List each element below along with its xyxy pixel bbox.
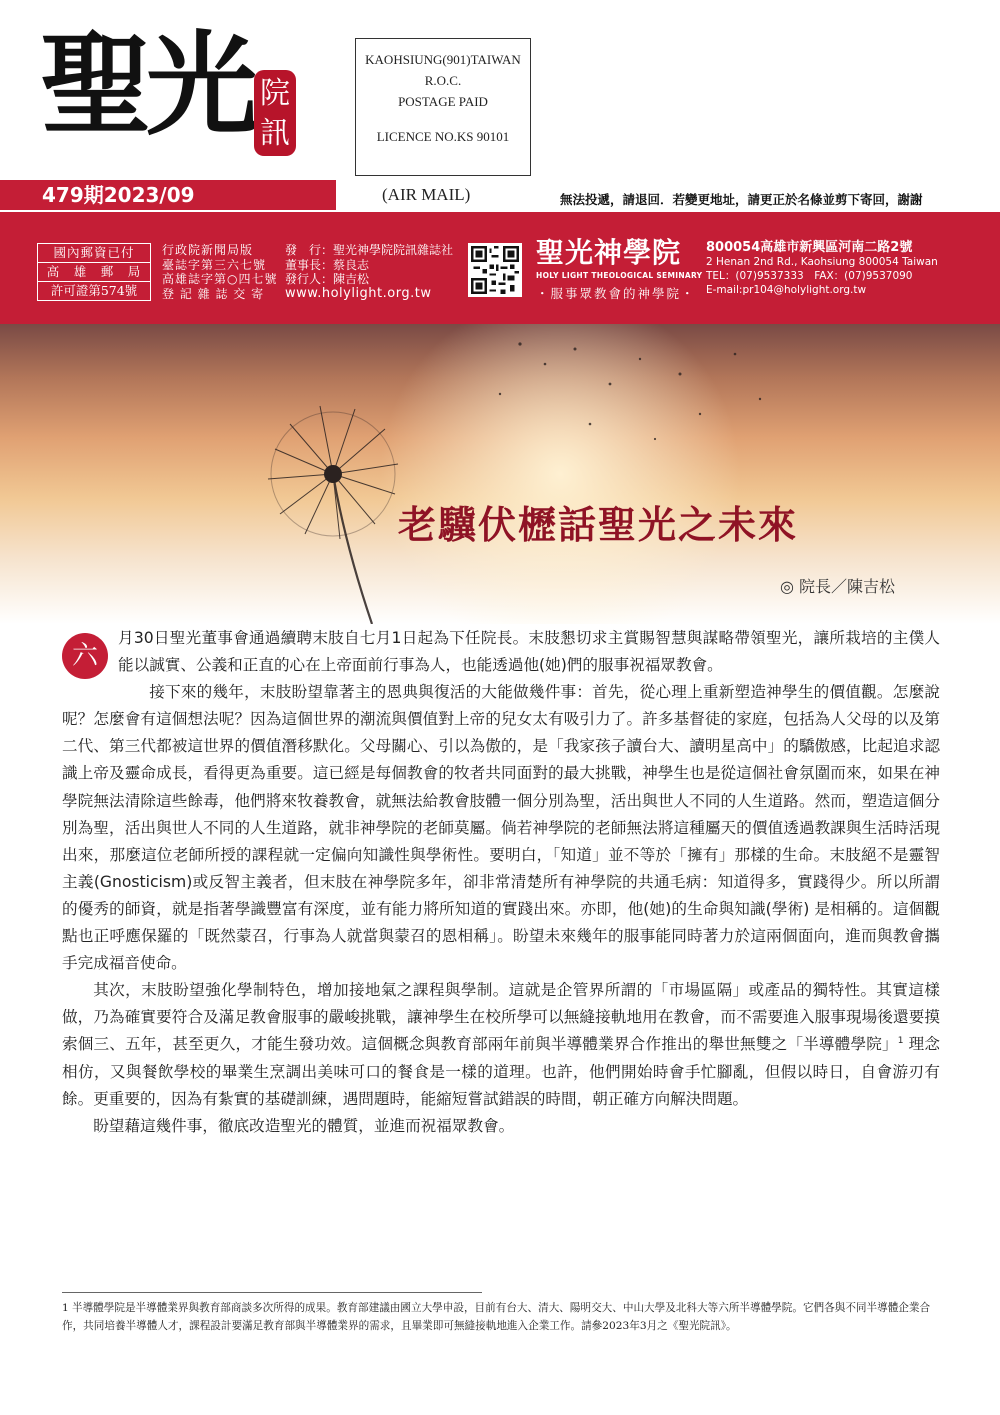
seal-badge [254,70,296,156]
footnote-text: 半導體學院是半導體業界與教育部商談多次所得的成果。教育部建議由國立大學申設，目前有台大、清大、陽明交大、中山大學及北科大等六所半導體學院。它們各與不同半導體企業合作，共同培養半導體人才，課程設計要滿足教育部與半導體業界的需求，且畢業即可無縫接軌地進入企業工作。請參2023年3月之《聖光院訊》。 [62,1302,931,1332]
permit-line-3: 許可證第574號 [50,283,138,298]
drop-cap: 六 [62,633,108,679]
footnote-number: 1 [62,1302,69,1314]
contact-info [706,241,938,297]
air-mail-label: (AIR MAIL) [382,185,471,204]
paragraph-2: 接下來的幾年，末肢盼望靠著主的恩典與復活的大能做幾件事：首先，從心理上重新塑造神學生的價值觀。怎麼說呢？怎麼會有這個想法呢？因為這個世界的潮流與價值對上帝的兒女太有吸引力了。許多基督徒的家庭，包括為人父母的以及第二代、第三代都被這世界的價值潛移默化。父母關心、引以為傲的，是「我家孩子讀台大、讀明星高中」的驕傲感，比起追求認識上帝及靈命成長，看得更為重要。這已經是每個教會的牧者共同面對的最大挑戰，神學生也是從這個社會氛圍而來，如果在神學院無法清除這些餘毒，他們將來牧養教會，就無法給教會肢體一個分別為聖，活出與世人不同的人生道路。然而，塑造這個分別為聖，活出與世人不同的人生道路，就非神學院的老師莫屬。倘若神學院的老師無法將這種屬天的價值透過教課與生活時活現出來，那麼這位老師所授的課程就一定偏向知識性與學術性。要明白，「知道」並不等於「擁有」那樣的生命。末肢絕不是靈智主義(Gnosticism)或反智主義者，但末肢在神學院多年，卻非常清楚所有神學院的共通毛病：知道得多，實踐得少。所以所謂的優秀的師資，就是指著學識豐富有深度，並有能力將所知道的實踐出來。亦即，他(她)的生命與知識(學術) 是相稱的。這個觀點也正呼應保羅的「既然蒙召，行事為人就當與蒙召的恩相稱」。盼望未來幾年的服事能同時著力於這兩個面向，進而與教會攜手完成福音使命。 [62,683,940,973]
footnote [62,1299,940,1335]
seal-char-2: 訊 [260,116,290,151]
issue-number: 479期2023/09 [42,183,195,207]
gov-line-1: 行政院新聞局版 [162,243,254,257]
footnote-divider [62,1292,482,1293]
gov-line-4: 登 記 雜 誌 交 寄 [162,286,265,301]
publisher-line-2: 董事長：蔡良志 [285,257,370,272]
paragraph-1 [62,625,940,679]
publisher-line-3: 發行人：陳吉松 [285,272,370,286]
postage-line-2: R.O.C. [424,73,462,88]
postage-line-3: POSTAGE PAID [398,94,488,109]
school-slogan: ・服事眾教會的神學院・ [536,286,696,301]
address-en: 2 Henan 2nd Rd., Kaohsiung 800054 Taiwan [706,256,938,268]
paragraph-3-text-b: 理念相仿，又與餐飲學校的畢業生烹調出美味可口的餐食是一樣的道理。也許，他們開始時會手忙腳亂，但假以時日，自會游刃有餘。更重要的，因為有紮實的基礎訓練，遇問題時，能縮短嘗試錯誤的時間，朝正確方向解決問題。 [62,1035,940,1108]
return-note: 無法投遞，請退回．若變更地址，請更正於名條並剪下寄回，謝謝 [560,192,923,207]
permit-line-1: 國內郵資已付 [38,244,150,263]
gov-line-3: 高雄誌字第○四七號 [162,272,278,286]
masthead-title: 聖光 [40,20,252,151]
school-name-en: HOLY LIGHT THEOLOGICAL SEMINARY [536,271,703,280]
postage-permit-box [37,243,151,301]
email-link[interactable]: E-mail:pr104@holylight.org.tw [706,284,867,296]
address-cn: 800054高雄市新興區河南二路2號 [706,240,913,255]
registration-info [162,243,277,301]
phone-fax: TEL：(07)9537333 FAX：(07)9537090 [706,270,913,282]
article-title: 老驥伏櫪話聖光之未來 [398,502,799,547]
school-name-cn: 聖光神學院 [536,236,682,269]
gov-line-2: 臺誌字第三六七號 [162,257,267,272]
qr-code-icon[interactable] [468,243,522,297]
publisher-info [285,243,453,301]
publisher-line-1: 發 行：聖光神學院院訊雜誌社 [285,243,454,257]
postage-line-1: KAOHSIUNG(901)TAIWAN [365,52,521,67]
footnote-ref[interactable]: 1 [897,1036,904,1047]
article-byline: ◎ 院長／陳吉松 [780,577,896,596]
permit-line-2: 高 雄 郵 局 [38,263,150,282]
paragraph-3-text-a: 其次，末肢盼望強化學制特色，增加接地氣之課程與學制。這就是企管界所謂的「市場區隔」或產品的獨特性。其實這樣做，乃為確實要符合及滿足教會服事的嚴峻挑戰，讓神學生在校所學可以無縫接軌地用在教會，而不需要進入服事現場後還要摸索個三、五年，甚至更久，才能生發功效。這個概念與教育部兩年前與半導體業界合作推出的舉世無雙之「半導體學院」 [62,981,940,1054]
seal-char-1: 院 [260,76,290,111]
paragraph-1-text: 月30日聖光董事會通過續聘末肢自七月1日起為下任院長。末肢懇切求主賞賜智慧與謀略帶領聖光，讓所栽培的主僕人能以誠實、公義和正直的心在上帝面前行事為人，也能透過他(她)們的服事祝福眾教會。 [118,629,940,675]
paragraph-4: 盼望藉這幾件事，徹底改造聖光的體質，並進而祝福眾教會。 [93,1116,515,1135]
postage-box [355,38,531,176]
article-body [62,625,940,1140]
website-link[interactable]: www.holylight.org.tw [285,285,432,301]
paragraph-3 [62,977,940,1112]
postage-line-4: LICENCE NO.KS 90101 [376,129,510,144]
